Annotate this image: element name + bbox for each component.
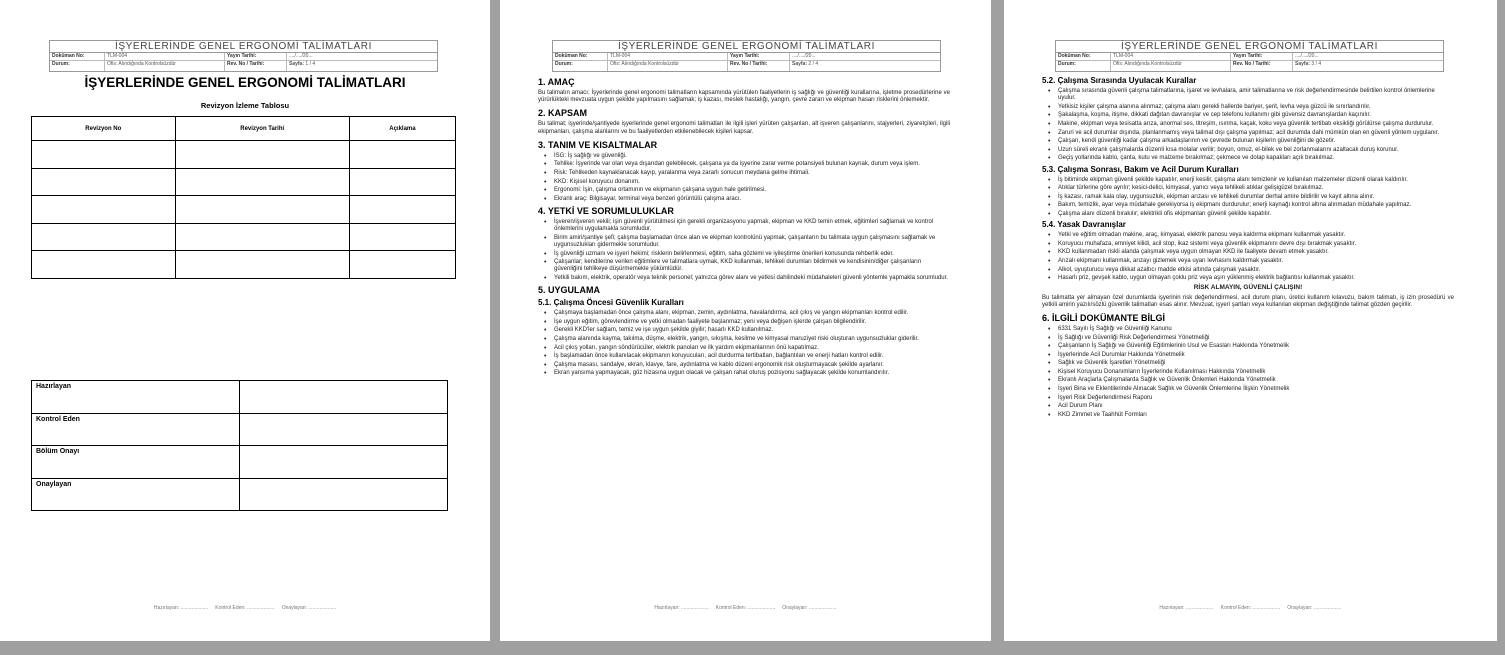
paragraph: Bu talimatta yer almayan özel durumlarda işyerinin risk değerlendirmesi, acil durum planı, üretici kullanım kılavuzu, bakım talimatı, iş izin prosedürü ve yetkili amirin yazılı/sözlü güvenlik talimatları esas alınır. Mevzuat, işyeri şartları veya kullanılan ekipman değiştiğinde talimat gözden geçirilir. (1042, 294, 1454, 308)
table-row (32, 478, 448, 511)
doc-no-label: Doküman No: (1056, 53, 1111, 60)
subsection-heading: 5.4. Yasak Davranışlar (1042, 220, 1126, 230)
table-row (32, 446, 448, 479)
column-header: Revizyon Tarihi (175, 117, 349, 141)
list-item: • Çalışanlar; kendilerine verilen eğitimlere ve talimatlara uymak, KKD kullanmak, tehlikeli durumları bildirmek ve kendisinin/diğer çalışanların güvenliğini tehlikeye düşürmemekle yükümlüdür. (544, 259, 950, 273)
list-item: • Acil Durum Planı (1048, 403, 1454, 410)
table-row (32, 141, 456, 169)
rev-label: Rev. No / Tarihi: (728, 61, 790, 71)
list-item: • KKD kullanmadan riskli alanda çalışmak veya uygun olmayan KKD ile faaliyete devam etmek yasaktır. (1048, 249, 1454, 256)
document-header (552, 40, 941, 72)
page-footer (0, 605, 490, 611)
document-page-2 (500, 0, 991, 641)
page-footer (500, 605, 991, 611)
footer-prepared: Hazırlayan: .................... (654, 605, 709, 611)
page-label: Sayfa: (289, 61, 305, 67)
header-title: İŞYERLERİNDE GENEL ERGONOMİ TALİMATLARI (1056, 41, 1443, 53)
rev-label: Rev. No / Tarihi: (225, 61, 287, 71)
footer-approved: Onaylayan: .................... (1287, 605, 1342, 611)
status-label: Durum: (50, 61, 105, 71)
subsection-heading: 5.1. Çalışma Öncesi Güvenlik Kuralları (538, 298, 684, 308)
list-item: • Makine, ekipman veya tesisatta arıza, anormal ses, titreşim, ısınma, kaçak, koku veya güvenlik tertibatı eksikliği görülürse çalışma durdurulur. (1048, 121, 1454, 128)
header-title: İŞYERLERİNDE GENEL ERGONOMİ TALİMATLARI (553, 41, 940, 53)
section-heading: 1. AMAÇ (538, 77, 575, 87)
bullet-list (544, 153, 950, 203)
table-row (32, 381, 448, 414)
bullet-list (544, 310, 950, 377)
doc-no-label: Doküman No: (50, 53, 105, 60)
subsection-heading: 5.3. Çalışma Sonrası, Bakım ve Acil Durum Kuralları (1042, 164, 1239, 174)
document-header (1055, 40, 1444, 72)
column-header: Açıklama (349, 117, 455, 141)
list-item: • Ekranlı Araçlarla Çalışmalarda Sağlık ve Güvenlik Önlemleri Hakkında Yönetmelik (1048, 377, 1454, 384)
signature-label: Hazırlayan (32, 381, 240, 414)
list-item: • İş Sağlığı ve Güvenliği Risk Değerlendirmesi Yönetmeliği (1048, 335, 1454, 342)
doc-no-value: TLM-004 (105, 53, 225, 60)
list-item: • İş güvenliği uzmanı ve işyeri hekimi; risklerin belirlenmesi, eğitim, saha gözlemi ve iyileştirme önerileri konusunda rehberlik eder. (544, 251, 950, 258)
document-page-3 (1004, 0, 1497, 641)
bullet-list (1048, 326, 1454, 419)
list-item: • İşyeri Bina ve Eklentilerinde Alınacak Sağlık ve Güvenlik Önlemlerine İlişkin Yönetmelik (1048, 386, 1454, 393)
list-item: • İşveren/işveren vekili; işin güvenli yürütülmesi için gerekli organizasyonu yapmak, ekipman ve KKD temin etmek, eğitimleri sağlamak ve kontrol önlemlerini uygulamakla sorumludur. (544, 219, 950, 233)
page-number: 3 / 4 (1311, 61, 1322, 67)
list-item: • İSG: İş sağlığı ve güvenliği. (544, 153, 950, 160)
page-body (538, 74, 950, 380)
list-item: • İşe uygun eğitim, görevlendirme ve yetki olmadan faaliyete başlanmaz; yeni veya değişen işlerde çalışan bilgilendirilir. (544, 319, 950, 326)
list-item: • Hasarlı priz, gevşek kablo, uygun olmayan çoklu priz veya aşırı yüklenmiş elektrik bağlantısı kullanmak yasaktır. (1048, 275, 1454, 282)
footer-approved: Onaylayan: .................... (782, 605, 837, 611)
status-label: Durum: (553, 61, 608, 71)
list-item: • İş başlamadan önce kullanılacak ekipmanın koruyucuları, acil durdurma tertibatları, bağlantıları ve enerji hatları kontrol edilir. (544, 353, 950, 360)
list-item: • Tehlike: İşyerinde var olan veya dışarıdan gelebilecek, çalışana ya da işyerine zarar verme potansiyeli bulunan kaynak, durum veya işlem. (544, 161, 950, 168)
pub-date-value: ..../..../20... (792, 53, 816, 59)
page-body (1042, 74, 1454, 421)
bullet-list (1048, 232, 1454, 282)
pub-date-label: Yayın Tarihi: (1231, 53, 1293, 60)
list-item: • Çalışanların İş Sağlığı ve Güvenliği Eğitimlerinin Usul ve Esasları Hakkında Yönetmelik (1048, 343, 1454, 350)
status-value: Ofis: Alındığında Kontrolsüzdür (1111, 61, 1231, 71)
list-item: • Yetkili bakım, elektrik, operatör veya teknik personel; yalnızca görev alanı ve yetkisi dahilindeki müdahaleleri güvenli yöntemle yapmakla sorumludur. (544, 275, 950, 282)
section-heading: 3. TANIM VE KISALTMALAR (538, 139, 658, 150)
revision-table (31, 116, 456, 279)
list-item: • İşyeri Risk Değerlendirmesi Raporu (1048, 395, 1454, 402)
bullet-list (1048, 177, 1454, 219)
signature-cell[interactable] (240, 446, 448, 479)
status-label: Durum: (1056, 61, 1111, 71)
list-item: • Koruyucu muhafaza, emniyet kilidi, acil stop, ikaz sistemi veya güvenlik ekipmanını devre dışı bırakmak yasaktır. (1048, 241, 1454, 248)
list-item: • KKD Zimmet ve Taahhüt Formları (1048, 412, 1454, 419)
list-item: • Gerekli KKD'ler sağlam, temiz ve işe uygun şekilde giyilir; hasarlı KKD kullanılmaz. (544, 327, 950, 334)
list-item: • 6331 Sayılı İş Sağlığı ve Güvenliği Kanunu (1048, 326, 1454, 333)
list-item: • Ekran yansıma yapmayacak, göz hizasına uygun olacak ve çalışan rahat oturuş pozisyonu sağlayacak şekilde konumlandırılır. (544, 370, 950, 377)
signature-table (31, 380, 448, 511)
list-item: • Sağlık ve Güvenlik İşaretleri Yönetmeliği (1048, 360, 1454, 367)
page-number: 1 / 4 (305, 61, 316, 67)
bullet-list (1048, 88, 1454, 163)
document-title: İŞYERLERİNDE GENEL ERGONOMİ TALİMATLARI (84, 75, 406, 90)
signature-cell[interactable] (240, 381, 448, 414)
page-footer (1004, 605, 1497, 611)
list-item: • İşyerlerinde Acil Durumlar Hakkında Yönetmelik (1048, 352, 1454, 359)
list-item: • KKD: Kişisel koruyucu donanım. (544, 179, 950, 186)
signature-label: Onaylayan (32, 478, 240, 511)
list-item: • Çalışma alanında kayma, takılma, düşme, elektrik, yangın, sıkışma, kesilme ve kimyasal maruziyet riski oluşturan uygunsuzluklar giderilir. (544, 336, 950, 343)
page-label: Sayfa: (792, 61, 808, 67)
section-heading: 4. YETKİ VE SORUMLULUKLAR (538, 205, 674, 216)
list-item: • Çalışan, kendi güvenliği kadar çalışma arkadaşlarının ve çevrede bulunan kişilerin güvenliğini de gözetir. (1048, 138, 1454, 145)
list-item: • Çalışma alanı düzenli bırakılır; elektrikli ofis ekipmanları güvenli şekilde kapatılır. (1048, 211, 1454, 218)
list-item: • Risk: Tehlikeden kaynaklanacak kayıp, yaralanma veya zararlı sonucun meydana gelme ihtimali. (544, 170, 950, 177)
list-item: • Yetki ve eğitim olmadan makine, araç, kimyasal, elektrik panosu veya kaldırma ekipmanı kullanmak yasaktır. (1048, 232, 1454, 239)
list-item: • Arızalı ekipmanı kullanmak, arızayı gizlemek veya uyarı levhasını kaldırmak yasaktır. (1048, 258, 1454, 265)
footer-prepared: Hazırlayan: .................... (153, 605, 209, 611)
list-item: • Kişisel Koruyucu Donanımların İşyerlerinde Kullanılması Hakkında Yönetmelik (1048, 369, 1454, 376)
header-title: İŞYERLERİNDE GENEL ERGONOMİ TALİMATLARI (50, 41, 437, 53)
safety-motto: RİSK ALMAYIN, GÜVENLİ ÇALIŞIN! (1193, 284, 1303, 292)
table-row (32, 223, 456, 251)
footer-controlled: Kontrol Eden: .................... (1220, 605, 1281, 611)
section-heading: 2. KAPSAM (538, 108, 588, 119)
list-item: • İş kazası, ramak kala olay, uygunsuzluk, ekipman arızası ve tehlikeli durumlar derhal amire bildirilir ve kayıt altına alınır. (1048, 194, 1454, 201)
paragraph: Bu talimatın amacı; İşyerlerinde genel ergonomi talimatların kapsamında yürütülen faaliyetlerin iş sağlığı ve güvenliği kurallarına, işletme prosedürlerine ve yürürlükteki mevzuata uygun şekilde yapılmasını sağlamak; iş kazası, meslek hastalığı, yangın, çevre zararı ve ekipman hasarı risklerini önlemektir. (538, 90, 950, 104)
pub-date-value: ..../..../20... (1295, 53, 1319, 59)
footer-controlled: Kontrol Eden: .................... (715, 605, 776, 611)
status-value: Ofis: Alındığında Kontrolsüzdür (105, 61, 225, 71)
list-item: • Şakalaşma, koşma, itişme, dikkati dağıtan davranışlar ve cep telefonu kullanımı gibi güvensiz davranışlardan kaçınılır. (1048, 112, 1454, 119)
footer-prepared: Hazırlayan: .................... (1159, 605, 1214, 611)
table-row (32, 196, 456, 224)
list-item: • Alkol, uyuşturucu veya dikkat azaltıcı madde etkisi altında çalışmak yasaktır. (1048, 267, 1454, 274)
list-item: • Ekranlı araç: Bilgisayar, terminal veya benzeri görüntülü çalışma aracı. (544, 196, 950, 203)
list-item: • Birim amiri/şantiye şefi; çalışma başlamadan önce alan ve ekipman kontrolünü yapmak, çalışanların bu talimata uygun çalışmasını sağlamak ve uygunsuzlukları gidermekle sorumludur. (544, 235, 950, 249)
footer-controlled: Kontrol Eden: .................... (215, 605, 275, 611)
list-item: • Zaruri ve acil durumlar dışında, planlanmamış veya talimat dışı çalışma yapılmaz; acil durumda dahi mümkün olan en güvenli yöntem uygulanır. (1048, 130, 1454, 137)
page-number: 2 / 4 (808, 61, 819, 67)
status-value: Ofis: Alındığında Kontrolsüzdür (608, 61, 728, 71)
table-row (32, 413, 448, 446)
table-row (32, 168, 456, 196)
list-item: • Çalışma masası, sandalye, ekran, klavye, fare, aydınlatma ve kablo düzeni ergonomik risk oluşturmayacak şekilde ayarlanır. (544, 362, 950, 369)
document-header (49, 40, 438, 72)
list-item: • Geçiş yollarında kablo, çanta, kutu ve malzeme bırakılmaz; çekmece ve dolap kapakları açık bırakılmaz. (1048, 155, 1454, 162)
document-page-1 (0, 0, 490, 641)
page-label: Sayfa: (1295, 61, 1311, 67)
list-item: • Acil çıkış yolları, yangın söndürücüler, elektrik panoları ve ilk yardım ekipmanlarının önü kapatılmaz. (544, 345, 950, 352)
list-item: • İş bitiminde ekipman güvenli şekilde kapatılır, enerji kesilir, çalışma alanı temizlenir ve kullanılan malzemeler düzenli olarak kaldırılır. (1048, 177, 1454, 184)
signature-label: Bölüm Onayı (32, 446, 240, 479)
section-heading: 5. UYGULAMA (538, 285, 601, 296)
signature-label: Kontrol Eden (32, 413, 240, 446)
table-row (32, 251, 456, 279)
column-header: Revizyon No (32, 117, 176, 141)
list-item: • Bakım, temizlik, ayar veya müdahale gerekiyorsa iş ekipmanı durdurulur; enerji kaynağı kontrol altına alınmadan müdahale yapılmaz. (1048, 202, 1454, 209)
paragraph: Bu talimat; işyerinde/şantiyede işyerlerinde genel ergonomi talimatları ile ilgili işleri yürüten çalışanları, alt işveren çalışanlarını, stajyerleri, ziyaretçileri, ilgili ekipmanları, çalışma alanlarını ve bu faaliyetlerden etkilenebilecek kişileri kapsar. (538, 121, 950, 135)
list-item: • Uzun süreli ekranlı çalışmalarda düzenli kısa molalar verilir; boyun, omuz, el-bilek ve bel zorlanmalarını azaltacak duruş korunur. (1048, 147, 1454, 154)
pub-date-label: Yayın Tarihi: (728, 53, 790, 60)
list-item: • Yetkisiz kişiler çalışma alanına alınmaz; çalışma alanı gerekli hallerde bariyer, şerit, levha veya güzcü ile sınırlandırılır. (1048, 104, 1454, 111)
section-heading: 6. İLGİLİ DOKÜMANTE BİLGİ (1042, 312, 1165, 323)
signature-cell[interactable] (240, 478, 448, 511)
doc-no-value: TLM-004 (608, 53, 728, 60)
signature-cell[interactable] (240, 413, 448, 446)
doc-no-label: Doküman No: (553, 53, 608, 60)
rev-label: Rev. No / Tarihi: (1231, 61, 1293, 71)
list-item: • Çalışma sırasında güvenli çalışma talimatlarına, işaret ve levhalara, amir talimatlarına ve risk değerlendirmesinde belirtilen kontrol önlemlerine uyulur. (1048, 88, 1454, 102)
subsection-heading: 5.2. Çalışma Sırasında Uyulacak Kurallar (1042, 76, 1197, 85)
list-item: • Ergonomi: İşin, çalışma ortamının ve ekipmanın çalışana uygun hale getirilmesi. (544, 187, 950, 194)
pub-date-label: Yayın Tarihi: (225, 53, 287, 60)
doc-no-value: TLM-004 (1111, 53, 1231, 60)
pub-date-value: ..../..../20... (289, 53, 313, 59)
footer-approved: Onaylayan: .................... (281, 605, 337, 611)
revision-table-caption: Revizyon İzleme Tablosu (200, 101, 290, 110)
bullet-list (544, 219, 950, 282)
list-item: • Atıklar türlerine göre ayrılır; kesici-delici, kimyasal, yanıcı veya tehlikeli atıklar gelişigüzel bırakılmaz. (1048, 185, 1454, 192)
list-item: • Çalışmaya başlamadan önce çalışma alanı, ekipman, zemin, aydınlatma, havalandırma, acil çıkış ve yangın ekipmanları kontrol edilir. (544, 310, 950, 317)
